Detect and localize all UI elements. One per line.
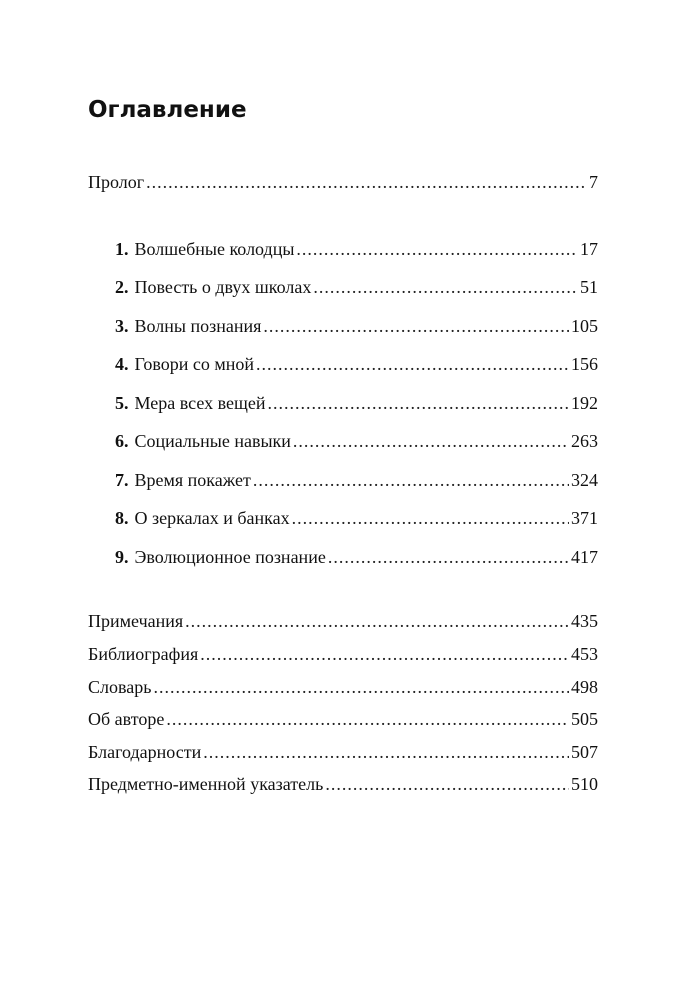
chapter-number: 2. — [115, 277, 129, 297]
toc-entry-prologue[interactable] — [88, 167, 598, 197]
dot-leader — [313, 272, 578, 302]
toc-entry-label: Время покажет — [134, 470, 251, 490]
dot-leader — [166, 704, 569, 734]
chapter-number: 6. — [115, 431, 129, 451]
toc-entry-about-author[interactable] — [88, 704, 598, 734]
toc-entry-page: 417 — [571, 547, 598, 567]
toc-entry-label: Примечания — [88, 611, 184, 631]
page-title: Оглавление — [88, 97, 247, 123]
toc-entry-label: Волны познания — [134, 316, 262, 336]
dot-leader — [153, 672, 569, 702]
toc-entry-label: Пролог — [88, 172, 145, 192]
dot-leader — [293, 426, 569, 456]
toc-entry-chapter-1[interactable] — [115, 234, 598, 264]
toc-entry-glossary[interactable] — [88, 672, 598, 702]
dot-leader — [267, 388, 569, 418]
dot-leader — [256, 349, 569, 379]
toc-entry-label: Волшебные колодцы — [134, 239, 295, 259]
chapter-number: 7. — [115, 470, 129, 490]
dot-leader — [200, 639, 569, 669]
toc-entry-page: 17 — [580, 239, 598, 259]
toc-entry-chapter-2[interactable] — [115, 272, 598, 302]
toc-entry-label: Библиография — [88, 644, 199, 664]
dot-leader — [292, 503, 569, 533]
toc-entry-index[interactable] — [88, 769, 598, 799]
toc-entry-label: Мера всех вещей — [134, 393, 266, 413]
toc-entry-chapter-4[interactable] — [115, 349, 598, 379]
toc-entry-page: 263 — [571, 431, 598, 451]
dot-leader — [296, 234, 578, 264]
toc-entry-page: 7 — [589, 172, 598, 192]
toc-entry-chapter-3[interactable] — [115, 311, 598, 341]
toc-entry-label: Словарь — [88, 677, 152, 697]
dot-leader — [146, 167, 587, 197]
chapter-number: 8. — [115, 508, 129, 528]
chapter-number: 4. — [115, 354, 129, 374]
dot-leader — [328, 542, 569, 572]
chapter-number: 5. — [115, 393, 129, 413]
toc-entry-chapter-8[interactable] — [115, 503, 598, 533]
dot-leader — [325, 769, 569, 799]
toc-entry-label: О зеркалах и банках — [134, 508, 290, 528]
toc-entry-chapter-5[interactable] — [115, 388, 598, 418]
toc-entry-label: Повесть о двух школах — [134, 277, 312, 297]
dot-leader — [263, 311, 569, 341]
dot-leader — [253, 465, 569, 495]
toc-entry-bibliography[interactable] — [88, 639, 598, 669]
toc-entry-label: Эволюционное познание — [134, 547, 326, 567]
toc-entry-notes[interactable] — [88, 606, 598, 636]
toc-entry-label: Говори со мной — [134, 354, 254, 374]
toc-entry-page: 371 — [571, 508, 598, 528]
dot-leader — [185, 606, 569, 636]
toc-entry-page: 156 — [571, 354, 598, 374]
chapter-number: 1. — [115, 239, 129, 259]
toc-entry-chapter-9[interactable] — [115, 542, 598, 572]
toc-entry-page: 498 — [571, 677, 598, 697]
toc-entry-page: 51 — [580, 277, 598, 297]
toc-entry-label: Об авторе — [88, 709, 165, 729]
toc-entry-acknowledgements[interactable] — [88, 737, 598, 767]
toc-entry-label: Благодарности — [88, 742, 202, 762]
toc-entry-label: Предметно-именной указатель — [88, 774, 324, 794]
chapter-number: 9. — [115, 547, 129, 567]
toc-entry-page: 435 — [571, 611, 598, 631]
dot-leader — [203, 737, 569, 767]
chapter-number: 3. — [115, 316, 129, 336]
toc-entry-chapter-7[interactable] — [115, 465, 598, 495]
toc-entry-page: 510 — [571, 774, 598, 794]
toc-entry-label: Социальные навыки — [134, 431, 291, 451]
toc-entry-page: 507 — [571, 742, 598, 762]
toc-entry-page: 505 — [571, 709, 598, 729]
toc-entry-chapter-6[interactable] — [115, 426, 598, 456]
toc-entry-page: 324 — [571, 470, 598, 490]
toc-entry-page: 105 — [571, 316, 598, 336]
toc-entry-page: 192 — [571, 393, 598, 413]
toc-entry-page: 453 — [571, 644, 598, 664]
